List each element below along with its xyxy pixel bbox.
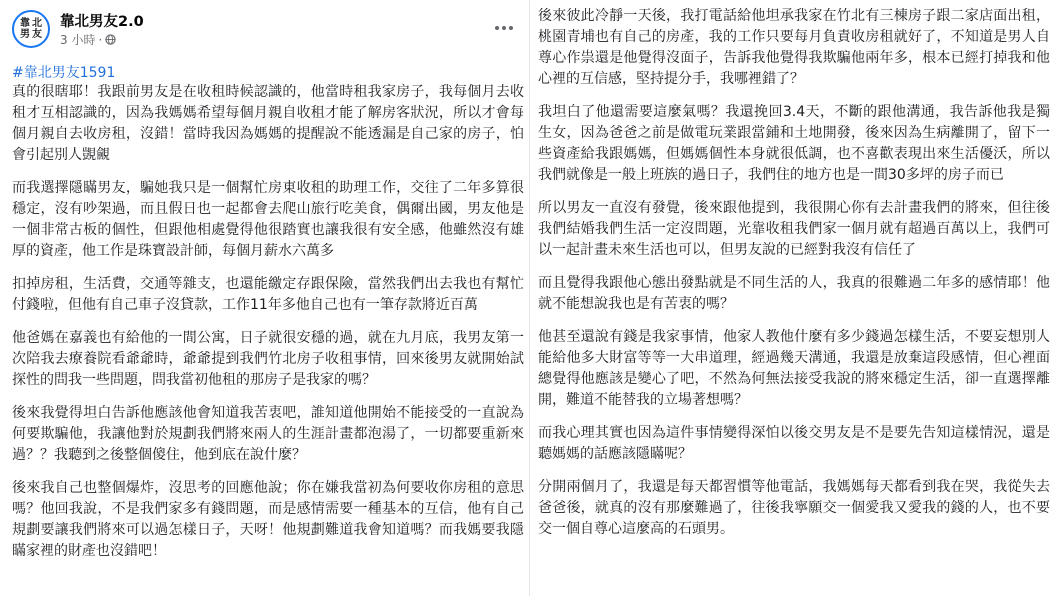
post-header xyxy=(0,0,530,58)
post-time[interactable]: 3 小時 xyxy=(60,33,96,47)
avatar-char: 北 xyxy=(32,18,42,29)
post-body-right xyxy=(538,6,1050,552)
post-paragraph: 他爸媽在嘉義也有給他的一間公寓，日子就很安穩的過，就在九月底，我男友第一次陪我去療養院看爺爺時，爺爺提到我們竹北房子收租事情，回來後男友就開始試探性的問我一些問題，問我當初他租的那房子是我家的嗎？ xyxy=(12,330,524,388)
meta-separator: · xyxy=(98,32,103,47)
hashtag-link[interactable]: #靠北男友1591 xyxy=(12,65,116,81)
avatar[interactable] xyxy=(12,10,50,48)
post-paragraph: 分開兩個月了，我還是每天都習慣等他電話，我媽媽每天都看到我在哭，我從失去爸爸後，就真的沒有那麼難過了，往後我寧願交一個愛我又愛我的錢的人，也不要交一個自尊心這麼高的石頭男。 xyxy=(538,479,1050,537)
avatar-char: 男 xyxy=(20,29,30,40)
avatar-char: 靠 xyxy=(20,18,30,29)
post-paragraph: 而我選擇隱瞞男友，騙她我只是一個幫忙房東收租的助理工作，交往了二年多算很穩定，沒有吵架過，而且假日也一起都會去爬山旅行吃美食，偶爾出國，男友他是一個非常古板的個性，但跟他相處覺得他很踏實也讓我很有安全感，他雖然沒有雄厚的資產，他工作是珠寶設計師，每個月薪水六萬多 xyxy=(12,180,524,259)
more-dot xyxy=(502,26,506,30)
page-name[interactable]: 靠北男友2.0 xyxy=(60,14,144,30)
post-paragraph: 而我心理其實也因為這件事情變得深怕以後交男友是不是要先告知這樣情況，還是聽媽媽的話應該隱瞞呢？ xyxy=(538,425,1050,462)
post-paragraph: 扣掉房租，生活費，交通等雜支，也還能繳定存跟保險，當然我們出去我也有幫忙付錢啦，但他有自己車子沒貸款，工作11年多他自己也有一筆存款將近百萬 xyxy=(12,276,524,313)
more-horizontal-icon[interactable] xyxy=(490,14,518,42)
avatar-char: 友 xyxy=(32,29,42,40)
post-paragraph: 他甚至還說有錢是我家事情，他家人教他什麼有多少錢過怎樣生活，不要妄想別人能給他多大財富等等一大串道理，經過幾天溝通，我還是放棄這段感情，但心裡面總覺得他應該是變心了吧，不然為何無法接受我說的將來穩定生活，卻一直選擇離開，難道不能替我的立場著想嗎？ xyxy=(538,329,1050,408)
post-body-left xyxy=(12,82,524,574)
post-paragraph: 我坦白了他還需要這麼氣嗎？我還挽回3.4天，不斷的跟他溝通，我告訴他我是獨生女，因為爸爸之前是做電玩業跟當鋪和土地開發，後來因為生病離開了，留下一些資產給我跟媽媽，但媽媽個性本身就很低調，也不喜歡表現出來生活優沃，所以我們就像是一般上班族的過日子，我們住的地方也是一間30多坪的房子而已 xyxy=(538,104,1050,183)
post-paragraph: 而且覺得我跟他心態出發點就是不同生活的人，我真的很難過二年多的感情耶！他就不能想說我也是有苦衷的嗎？ xyxy=(538,275,1050,312)
post-paragraph: 後來我覺得坦白告訴他應該他會知道我苦衷吧，誰知道他開始不能接受的一直說為何要欺騙他，我讓他對於規劃我們將來兩人的生涯計畫都泡湯了，一切都要重新來過？？我聽到之後整個傻住，他到底在說什麼？ xyxy=(12,405,524,463)
post-paragraph: 後來彼此冷靜一天後，我打電話給他坦承我家在竹北有三棟房子跟二家店面出租，桃園青埔也有自己的房產，我的工作只要每月負責收房租就好了，不知道是男人自尊心作祟還是他覺得沒面子，告訴我他覺得我欺騙他兩年多，根本已經打掉我和他心裡的互信感，堅持提分手，我哪裡錯了？ xyxy=(538,8,1050,87)
post-paragraph: 所以男友一直沒有發覺，後來跟他提到，我很開心你有去計畫我們的將來，但往後我們結婚我們生活一定沒問題，光靠收租我們家一個月就有超過百萬以上，我們可以一起計畫未來生活也可以，但男友說的已經對我沒有信任了 xyxy=(538,200,1050,258)
globe-icon xyxy=(105,34,116,45)
post-paragraph: 後來我自己也整個爆炸，沒思考的回應他說；你在嫌我當初為何要收你房租的意思嗎？他回我說，不是我們家多有錢問題，而是感情需要一種基本的互信，他有自己規劃要讓我們將來可以過怎樣日子，天呀！他規劃難道我會知道嗎？而我媽要我隱瞞家裡的財產也沒錯吧！ xyxy=(12,480,524,559)
post-meta xyxy=(60,31,116,48)
more-dot xyxy=(495,26,499,30)
more-dot xyxy=(509,26,513,30)
post-right-column xyxy=(530,0,1060,596)
post-paragraph: 真的很瞎耶！我跟前男友是在收租時候認識的，他當時租我家房子，我每個月去收租才互相認識的，因為我媽媽希望每個月親自收租才能了解房客狀況，所以才會每個月親自去收房租，沒錯！當時我因為媽媽的提醒說不能透漏是自己家的房子，怕會引起別人覬覦 xyxy=(12,84,524,163)
